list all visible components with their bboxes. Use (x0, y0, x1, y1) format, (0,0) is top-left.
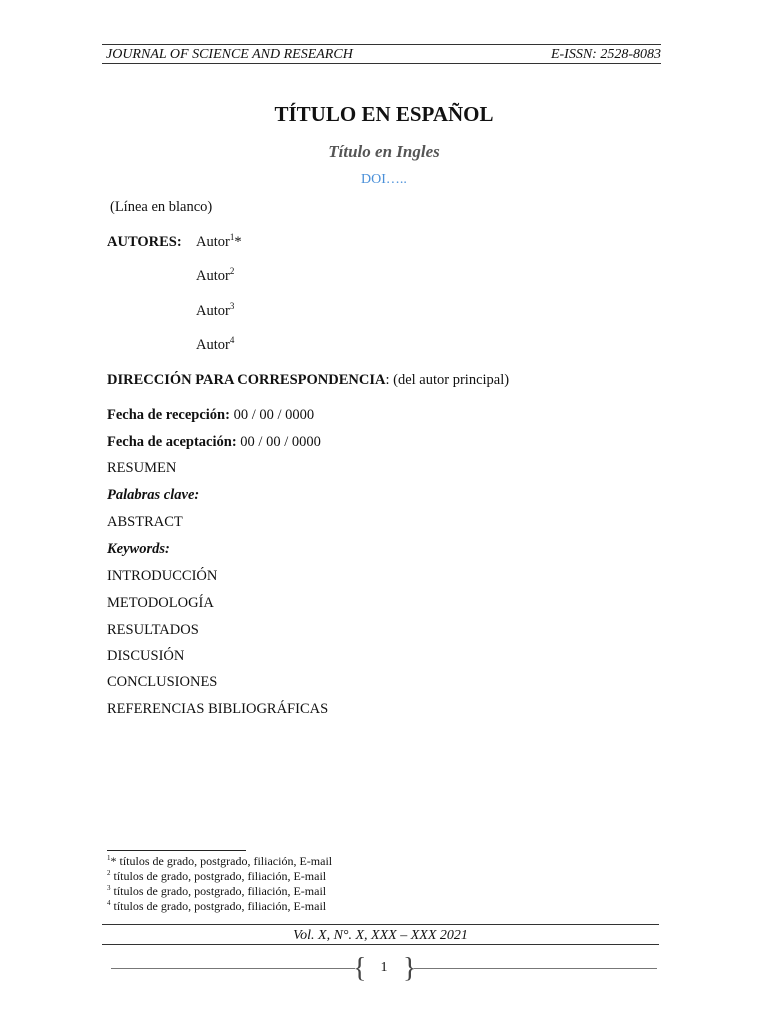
section-palabras-clave: Palabras clave: (107, 487, 200, 503)
journal-issn: E-ISSN: 2528-8083 (550, 47, 661, 62)
footnote-text: títulos de grado, postgrado, filiación, E-mail (110, 869, 327, 883)
author-name: Autor (196, 234, 230, 250)
footnote-text: títulos de grado, postgrado, filiación, E-mail (110, 899, 327, 913)
footnote-2 (107, 869, 326, 884)
footnote-4 (107, 899, 326, 914)
author-superscript: 4 (229, 335, 235, 345)
doi-link[interactable]: DOI….. (361, 172, 407, 187)
footnote-superscript: 3 (107, 884, 111, 892)
section-abstract: ABSTRACT (107, 514, 183, 530)
footnote-superscript: 4 (107, 899, 111, 907)
volume-info: Vol. X, N°. X, XXX – XXX 2021 (293, 928, 468, 943)
author-mark: * (234, 234, 242, 250)
footer-top-rule (102, 924, 659, 925)
footnote-superscript: 2 (107, 869, 111, 877)
reception-date-value: 00 / 00 / 0000 (229, 407, 315, 423)
section-referencias: REFERENCIAS BIBLIOGRÁFICAS (107, 701, 329, 717)
page-title: TÍTULO EN ESPAÑOL (274, 102, 494, 126)
footnote-text: títulos de grado, postgrado, filiación, E-mail (116, 854, 333, 868)
author-superscript: 2 (229, 266, 235, 276)
reception-date-line (107, 406, 314, 424)
blank-line-note: (Línea en blanco) (110, 199, 213, 215)
footnote-1 (107, 854, 332, 869)
author-3 (196, 302, 234, 320)
correspondence-value: : (del autor principal) (385, 372, 510, 388)
author-1 (196, 233, 242, 251)
author-name: Autor (196, 337, 230, 353)
left-brace-icon: { (353, 953, 367, 984)
journal-name: JOURNAL OF SCIENCE AND RESEARCH (106, 47, 353, 62)
footer-bottom-rule (102, 944, 659, 945)
acceptance-date-line (107, 433, 321, 451)
section-introduccion: INTRODUCCIÓN (107, 568, 218, 584)
author-name: Autor (196, 268, 230, 284)
footnote-superscript: 1 (107, 854, 111, 862)
author-name: Autor (196, 303, 230, 319)
acceptance-date-label: Fecha de aceptación: (107, 434, 237, 450)
right-brace-icon: } (403, 953, 417, 984)
section-resumen: RESUMEN (107, 460, 177, 476)
footnote-text: títulos de grado, postgrado, filiación, E-mail (110, 884, 327, 898)
page-number-left-rule (111, 968, 355, 969)
correspondence-label: DIRECCIÓN PARA CORRESPONDENCIA (107, 372, 386, 388)
reception-date-label: Fecha de recepción: (107, 407, 230, 423)
acceptance-date-value: 00 / 00 / 0000 (236, 434, 321, 450)
section-metodologia: METODOLOGÍA (107, 595, 214, 611)
footnote-mark: * (110, 854, 117, 868)
page-subtitle: Título en Ingles (328, 142, 440, 161)
section-keywords: Keywords: (107, 541, 170, 557)
author-superscript: 1 (229, 232, 235, 242)
author-2 (196, 267, 234, 285)
footnote-separator (107, 850, 246, 851)
header-top-rule (102, 44, 661, 45)
section-discusion: DISCUSIÓN (107, 648, 185, 664)
authors-label: AUTORES: (107, 234, 182, 250)
section-conclusiones: CONCLUSIONES (107, 674, 218, 690)
page-number-right-rule (414, 968, 657, 969)
footnote-3 (107, 884, 326, 899)
section-resultados: RESULTADOS (107, 622, 199, 638)
author-4 (196, 336, 234, 354)
correspondence-line (107, 371, 509, 389)
page-number: 1 (380, 960, 388, 975)
header-bottom-rule (102, 63, 661, 64)
author-superscript: 3 (229, 301, 235, 311)
